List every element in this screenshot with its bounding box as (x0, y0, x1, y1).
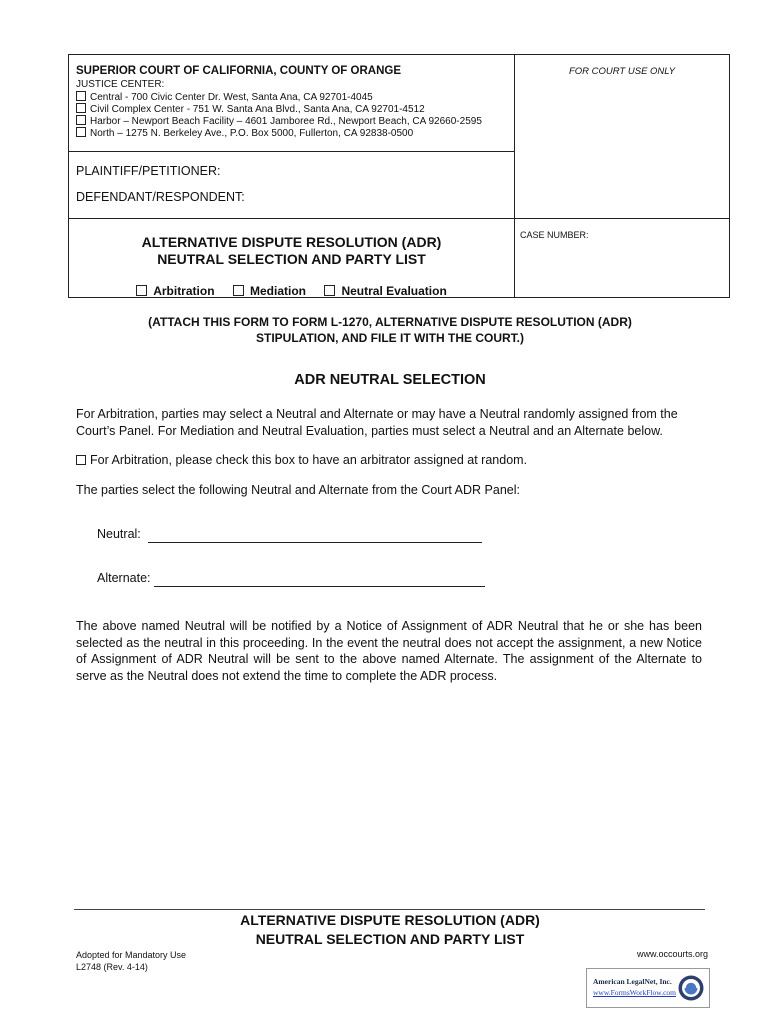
section-heading: ADR NEUTRAL SELECTION (294, 372, 486, 388)
case-number-divider (514, 218, 730, 219)
defendant-label: DEFENDANT/RESPONDENT: (76, 190, 245, 204)
select-instruction: The parties select the following Neutral and Alternate from the Court ADR Panel: (76, 483, 520, 497)
vendor-name: American LegalNet, Inc. (593, 977, 672, 986)
checkbox-icon[interactable] (233, 285, 244, 296)
checkbox-icon[interactable] (136, 285, 147, 296)
justice-center-label: JUSTICE CENTER: (76, 79, 165, 90)
footer-divider (74, 909, 705, 910)
random-assignment-option[interactable]: For Arbitration, please check this box to have an arbitrator assigned at random. (76, 452, 527, 469)
alternate-input-line[interactable] (154, 572, 485, 587)
notice-paragraph: The above named Neutral will be notified by a Notice of Assignment of ADR Neutral that he or she has been selected as the neutral in this proceeding. In the event the neutral does not accept the assignment, a new Notice of Assignment of ADR Neutral will be sent to the above named Alternate. The assignment of the Alternate to serve as the Neutral does not extend the time to complete the ADR process. (76, 619, 702, 683)
case-number-label: CASE NUMBER: (520, 230, 589, 240)
selection-instructions: For Arbitration, parties may select a Neutral and Alternate or may have a Neutral randomly assigned from the Court’s Panel. For Mediation and Neutral Evaluation, parties must select a Neutral and an Alternate below. (76, 407, 678, 438)
center-option-north[interactable]: North – 1275 N. Berkeley Ave., P.O. Box 5000, Fullerton, CA 92838-0500 (76, 127, 413, 141)
center-option-civil-complex[interactable]: Civil Complex Center - 751 W. Santa Ana Blvd., Santa Ana, CA 92701-4512 (76, 103, 425, 117)
vendor-badge (586, 968, 710, 1008)
checkbox-icon[interactable] (76, 115, 86, 125)
checkbox-icon[interactable] (76, 127, 86, 137)
form-title-line1: ALTERNATIVE DISPUTE RESOLUTION (ADR) (141, 234, 442, 250)
court-name: SUPERIOR COURT OF CALIFORNIA, COUNTY OF ORANGE (76, 65, 401, 77)
adoption-info: Adopted for Mandatory Use L2748 (Rev. 4-14) (76, 950, 187, 972)
court-use-box (514, 54, 730, 298)
vendor-link[interactable]: www.FormsWorkFlow.com (593, 988, 677, 997)
attach-notice: (ATTACH THIS FORM TO FORM L-1270, ALTERNATIVE DISPUTE RESOLUTION (ADR) STIPULATION, AND FILE IT WITH THE COURT.) (148, 315, 632, 345)
neutral-field[interactable]: Neutral: (97, 526, 482, 543)
center-option-central[interactable]: Central - 700 Civic Center Dr. West, Santa Ana, CA 92701-4045 (76, 91, 373, 105)
footer-title-line1: ALTERNATIVE DISPUTE RESOLUTION (ADR) (240, 912, 540, 928)
adr-type-options (68, 282, 515, 300)
court-use-label: FOR COURT USE ONLY (568, 66, 676, 77)
alternate-field[interactable]: Alternate: (97, 570, 485, 587)
plaintiff-label: PLAINTIFF/PETITIONER: (76, 164, 221, 178)
option-mediation[interactable]: Mediation (233, 284, 306, 298)
center-option-harbor[interactable]: Harbor – Newport Beach Facility – 4601 Jamboree Rd., Newport Beach, CA 92660-2595 (76, 115, 482, 129)
party-box (68, 151, 515, 219)
option-arbitration[interactable]: Arbitration (136, 284, 214, 298)
neutral-input-line[interactable] (148, 528, 482, 543)
checkbox-icon[interactable] (76, 91, 86, 101)
form-title-line2: NEUTRAL SELECTION AND PARTY LIST (157, 251, 426, 267)
option-neutral-evaluation[interactable]: Neutral Evaluation (324, 284, 446, 298)
vendor-logo-icon (677, 974, 705, 1002)
court-website: www.occourts.org (636, 949, 708, 959)
checkbox-icon[interactable] (324, 285, 335, 296)
footer-title-line2: NEUTRAL SELECTION AND PARTY LIST (255, 931, 525, 947)
checkbox-icon[interactable] (76, 103, 86, 113)
checkbox-icon[interactable] (76, 455, 86, 465)
